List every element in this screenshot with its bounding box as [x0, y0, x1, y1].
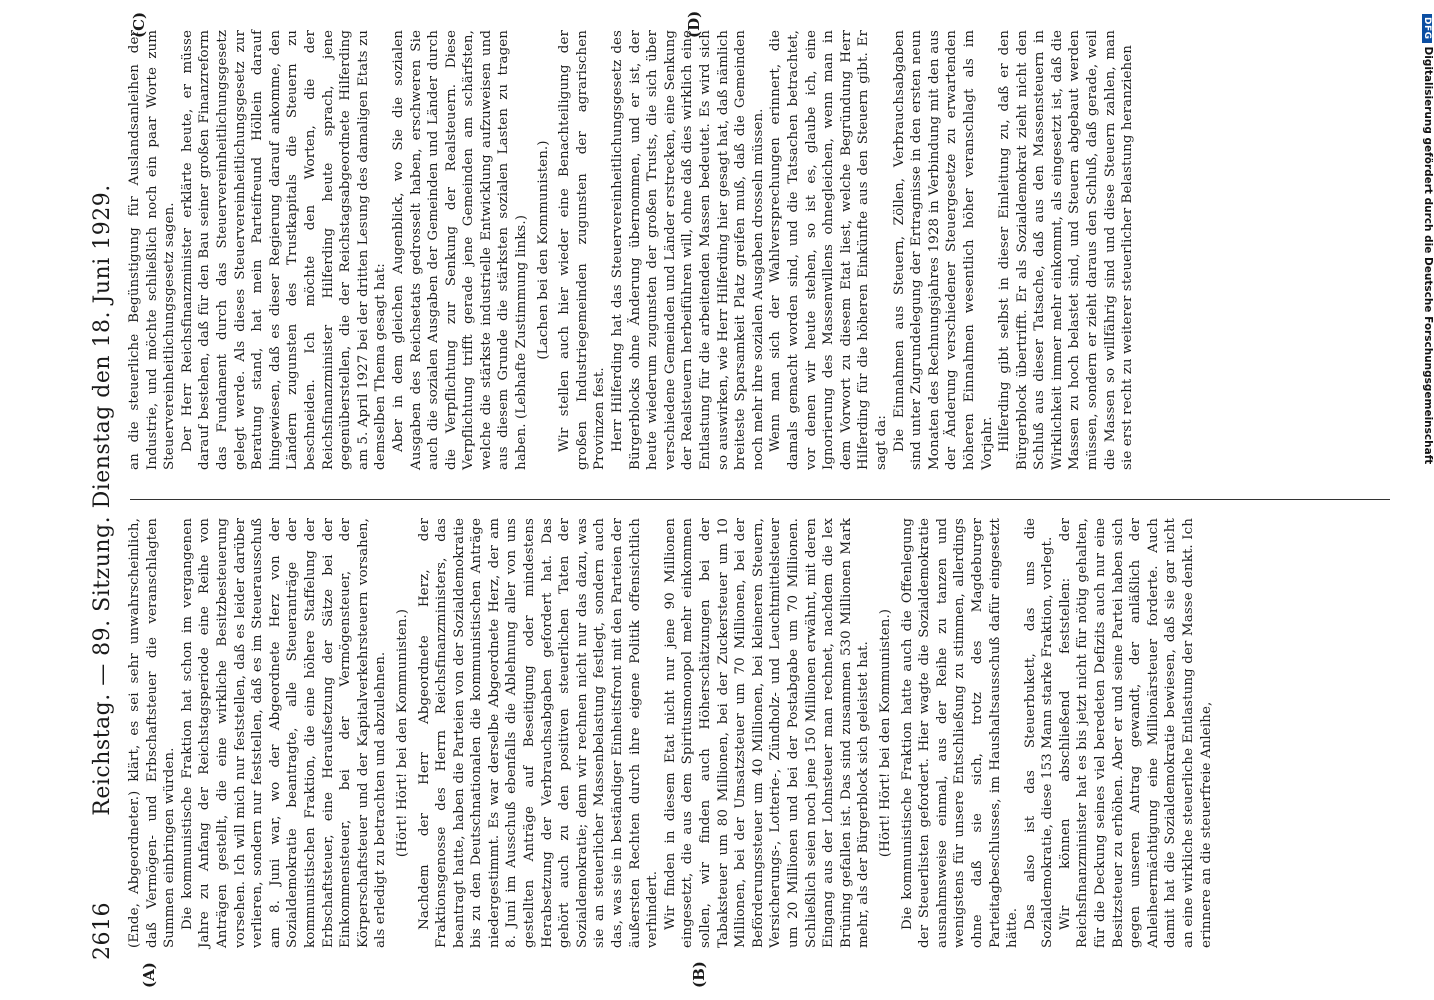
- dfg-logo: DFG: [1422, 14, 1432, 43]
- margin-marker-d: (D): [685, 10, 703, 38]
- paragraph: Die kommunistische Fraktion hatte auch die Offenlegung der Steuerlisten gefordert. Hier wagte die Sozialdemokratie ausnahmsweise einmal, aus der Reihe zu tanzen und wenigstens für unsere Entschließung zu stimmen, allerdings ohne daß sie sich, trotz des Magdeburger Parteitagbeschlusses, im Haushaltsausschuß dafür eingesetzt hätte.: [899, 518, 1021, 948]
- paragraph: Wir stellen auch hier wieder eine Benachteiligung der großen Industriegemeinden zugunsten der agrarischen Provinzen fest.: [557, 30, 608, 470]
- page-number: 2616: [89, 902, 115, 960]
- paragraph: Hilferding gibt selbst in dieser Einleitung zu, daß er den Bürgerblock übertrifft. Er als Sozialdemokrat zieht nicht den Schluß aus dieser Tatsache, daß aus den Massensteuern in Wirklichkeit immer mehr einkommt, als eingesetzt ist, daß die Massen zu hoch belastet sind, und Steuern abgebaut werden müssen, sondern er zieht daraus den Schluß, daß gerade, weil die Massen so willfährig sind und diese Steuern zahlen, man sie erst recht zu weiterer steuerlicher Belastung heranziehen: [997, 30, 1136, 470]
- dfg-credit-text: Digitalisierung gefördert durch die Deutsche Forschungsgemeinschaft: [1422, 46, 1434, 465]
- dfg-credit: [1422, 14, 1434, 464]
- margin-marker-a: (A): [140, 962, 158, 988]
- paragraph: an die steuerliche Begünstigung für Auslandsanleihen der Industrie, und möchte schließlich noch ein paar Worte zum Steuervereinheitlichungsgesetz sagen.: [127, 30, 178, 470]
- margin-marker-b: (B): [690, 961, 708, 988]
- paragraph: Wir finden in diesem Etat nicht nur jene 90 Millionen eingesetzt, die aus dem Spiritusmonopol mehr einkommen sollen, wir finden auch Höherschätzungen bei der Tabaksteuer um 80 Millionen, bei der Zuckersteuer um 10 Millionen, bei der Umsatzsteuer um 70 Millionen, bei der Beförderungssteuer um 40 Millionen, bei kleineren Steuern, Versicherungs-, Lotterie-, Zündholz- und Leuchtmittelsteuer um 20 Millionen und bei der Postabgabe um 70 Millionen. Schließlich seien noch jene 150 Millionen erwähnt, mit deren Eingang aus der Lohnsteuer man rechnet, nachdem die lex Brüning gefallen ist. Das sind zusammen 530 Millionen Mark mehr, als der Bürgerblock sich geleistet hat.: [662, 518, 872, 948]
- paragraph: Die kommunistische Fraktion hat schon im vergangenen Jahre zu Anfang der Reichstagsperiode eine Reihe von Anträgen gestellt, die eine wirkliche Besitzbesteuerung vorsehen. Ich will mich nur feststellen, daß es leider darüber verlieren, sondern nur feststellen, daß es im Steuerausschuß am 8. Juni war, wo der Abgeordnete Herz von der Sozialdemokratie beantragte, alle Steueranträge der kommunistischen Fraktion, die eine höhere Staffelung der Erbschaftsteuer, eine Heraufsetzung der Sätze bei der Einkommensteuer, bei der Vermögensteuer, der Körperschaftsteuer und der Kapitalverkehrsteuern vorsahen, als erledigt zu betrachten und abzulehnen.: [179, 518, 389, 948]
- paragraph: Der Herr Reichsfinanzminister erklärte heute, er müsse darauf bestehen, daß für den Bau seiner großen Finanzreform das Fundament durch das Steuervereinheitlichungsgesetz gelegt werde. Als dieses Steuervereinheitlichungsgesetz zur Beratung stand, hat mein Parteifreund Höllein darauf hingewiesen, daß es dieser Regierung darauf ankomme, den Ländern zugunsten des Trustkapitals die Steuern zu beschneiden. Ich möchte den Worten, die der Reichsfinanzminister Hilferding heute sprach, jene gegenüberstellen, die der Reichstagsabgeordnete Hilferding am 5. April 1927 bei der dritten Lesung des damaligen Etats zu demselben Thema gesagt hat:: [179, 30, 389, 470]
- interjection: (Hört! Hört! bei den Kommunisten.): [877, 608, 893, 858]
- left-column: [126, 518, 1215, 948]
- interjection: (Hört! Hört! bei den Kommunisten.): [394, 608, 410, 858]
- paragraph: Herr Hilferding hat das Steuervereinheitlichungsgesetz des Bürgerblocks ohne Änderung übernommen, und er ist, der heute wiederum zugunsten der großen Trusts, die sich über verschiedene Gemeinden und Länder erstrecken, eine Senkung der Realsteuern herbeiführen will, ohne daß dies wirklich eine Entlastung für die arbeitenden Massen bedeutet. Es wird sich so auswirken, wie Herr Hilferding hier gesagt hat, daß nämlich breiteste Sparsamkeit Platz greifen muß, daß die Gemeinden noch mehr ihre sozialen Ausgaben drosseln müssen.: [610, 30, 766, 470]
- page-header: [82, 40, 122, 960]
- quotation: Die Einnahmen aus Steuern, Zöllen, Verbrauchsabgaben sind unter Zugrundelegung der Ertragnisse in den ersten neun Monaten des Rechnungsjahres 1928 in Verbindung mit den aus der Änderung verschiedener Steuergesetze zu erwartenden höheren Einnahmen wesentlich höher veranschlagt als im Vorjahr.: [891, 30, 995, 470]
- paragraph: Wir können abschließend feststellen: der Reichsfinanzminister hat es bis jetzt nicht für nötig gehalten, für die Deckung seines viel beredeten Defizits auch nur eine Besitzsteuer zu erhöhen. Aber er und seine Partei haben sich gegen unseren Antrag gewandt, der anläßlich der Anleiheermächtigung eine Millionärsteuer forderte. Auch damit hat die Sozialdemokratie bewiesen, daß sie gar nicht an eine wirkliche steuerliche Entlastung der Masse denkt. Ich erinnere an die steuerfreie Anleihe,: [1057, 518, 1214, 948]
- interjection: (Lachen bei den Kommunisten.): [535, 140, 551, 360]
- paragraph: (Ende, Abgeordneter.) klärt, es sei sehr unwahrscheinlich, daß Vermögen- und Erbschaftsteuer die veranschlagten Summen einbringen würden.: [127, 518, 178, 948]
- right-column: [126, 30, 1137, 470]
- paragraph: Wenn man sich der Wahlversprechungen erinnert, die damals gemacht worden sind, und die Tatsachen betrachtet, vor denen wir heute stehen, so ist es, glaube ich, eine Ignorierung des Massenwillens ohnegleichen, wenn man in dem Vorwort zu diesem Etat liest, welche Begründung Herr Hilferding für die höheren Einkünfte aus den Steuern gibt. Er sagt da:: [768, 30, 889, 470]
- paragraph: Nachdem der Herr Abgeordnete Herz, der Fraktionsgenosse des Herrn Reichsfinanzministers, das beantragt hatte, haben die Parteien von der Sozialdemokratie bis zu den Deutschnationalen die kommunistischen Anträge niedergestimmt. Es war derselbe Abgeordnete Herz, der am 8. Juni im Ausschuß ebenfalls die Ablehnung aller von uns gestellten Anträge auf Beseitigung oder mindestens Herabsetzung der Verbrauchsabgaben gefordert hat. Das gehört auch zu den positiven steuerlichen Taten der Sozialdemokratie; denn wir rechnen nicht nur das dazu, was sie an steuerlicher Massenbelastung festlegt, sondern auch das, was sie in beständiger Einheitsfront mit den Parteien der äußersten Rechten durch ihre eigene Politik offensichtlich verhindert.: [416, 518, 661, 948]
- margin-marker-c: (C): [130, 11, 148, 38]
- running-title: Reichstag. — 89. Sitzung. Dienstag den 18. Juni 1929.: [89, 184, 115, 816]
- paragraph: Das also ist das Steuerbukett, das uns die Sozialdemokratie, diese 153 Mann starke Fraktion, vorlegt.: [1022, 518, 1056, 948]
- quotation: Aber in dem gleichen Augenblick, wo Sie die sozialen Ausgaben des Reichsetats gedrosselt haben, erschweren Sie auch die sozialen Ausgaben der Gemeinden und Länder durch die Verpflichtung zur Senkung der Realsteuern. Diese Verpflichtung trifft gerade jene Gemeinden am schärfsten, welche die stärkste industrielle Entwicklung aufzuweisen und aus diesem Grunde die stärksten sozialen Lasten zu tragen haben. (Lebhafte Zustimmung links.): [390, 30, 530, 470]
- column-divider: [130, 499, 1390, 500]
- document-page: [30, 0, 1410, 1000]
